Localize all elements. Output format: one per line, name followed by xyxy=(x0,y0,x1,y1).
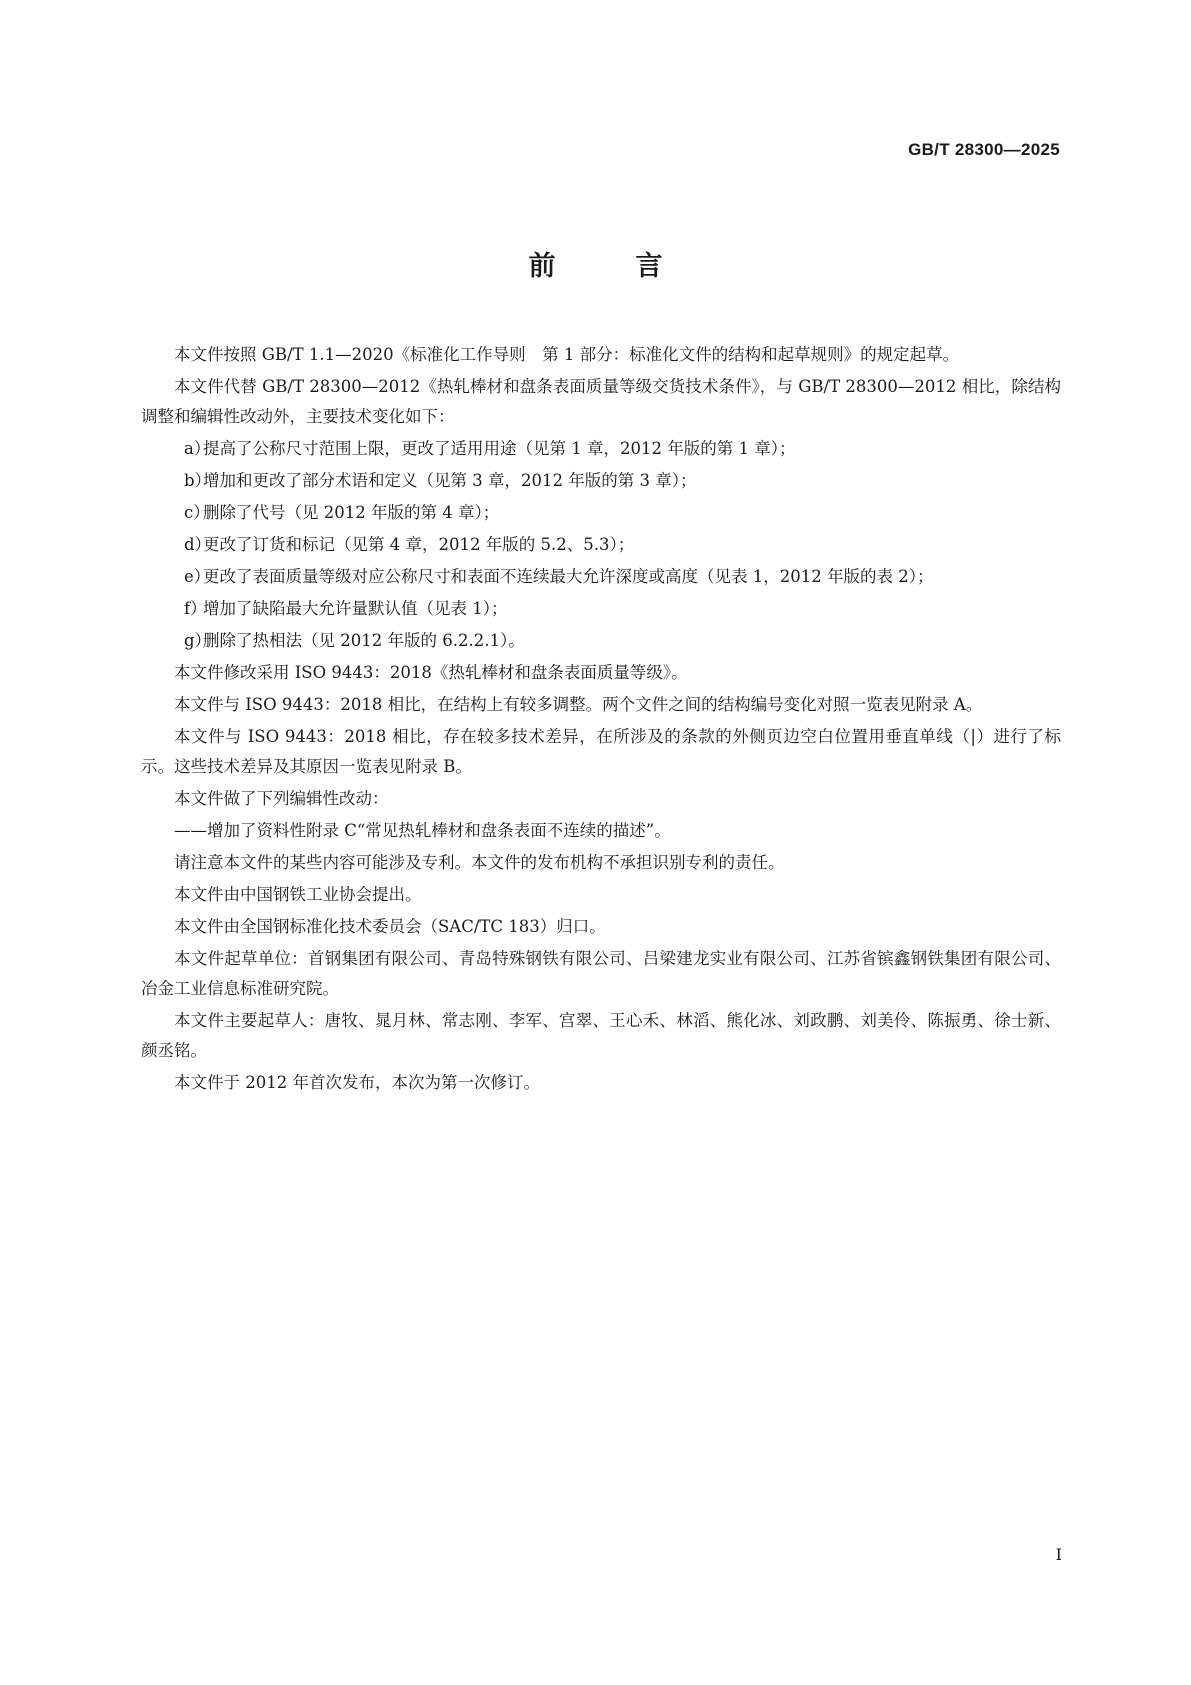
paragraph-drafters: 本文件主要起草人：唐牧、晁月林、常志刚、李军、宫翠、王心禾、林滔、熊化冰、刘政鹏、刘美伶、陈振勇、徐士新、颜丞铭。 xyxy=(141,1011,1061,1060)
paragraph-structure-differences: 本文件与 ISO 9443：2018 相比，在结构上有较多调整。两个文件之间的结构编号变化对照一览表见附录 A。 xyxy=(174,695,983,714)
change-marker: a） xyxy=(184,439,211,458)
foreword-body xyxy=(141,340,1061,1100)
page-number: I xyxy=(1055,1545,1062,1564)
change-marker: e） xyxy=(184,567,211,586)
paragraph-drafting-units: 本文件起草单位：首钢集团有限公司、青岛特殊钢铁有限公司、吕梁建龙实业有限公司、江苏省镔鑫钢铁集团有限公司、冶金工业信息标准研究院。 xyxy=(141,949,1061,998)
change-marker: g） xyxy=(184,631,212,650)
change-marker: c） xyxy=(184,503,210,522)
change-text: 删除了热相法（见 2012 年版的 6.2.2.1）。 xyxy=(203,631,525,650)
paragraph-committee: 本文件由全国钢标准化技术委员会（SAC/TC 183）归口。 xyxy=(174,917,606,936)
title-char-2: 言 xyxy=(635,251,663,282)
paragraph-publication-history: 本文件于 2012 年首次发布，本次为第一次修订。 xyxy=(174,1073,540,1092)
change-marker: b） xyxy=(184,471,212,490)
paragraph-editorial-changes: 本文件做了下列编辑性改动： xyxy=(174,789,389,808)
change-marker: d） xyxy=(184,535,212,554)
paragraph-proposer: 本文件由中国钢铁工业协会提出。 xyxy=(174,885,422,904)
change-item xyxy=(141,530,1061,560)
paragraph-iso-adoption: 本文件修改采用 ISO 9443：2018《热轧棒材和盘条表面质量等级》。 xyxy=(174,663,688,682)
change-item xyxy=(141,562,1061,592)
change-text: 增加了缺陷最大允许量默认值（见表 1）； xyxy=(203,599,508,618)
paragraph-patent-notice: 请注意本文件的某些内容可能涉及专利。本文件的发布机构不承担识别专利的责任。 xyxy=(174,853,785,872)
change-text: 删除了代号（见 2012 年版的第 4 章）； xyxy=(203,503,500,522)
page-title xyxy=(0,244,1191,283)
change-item xyxy=(141,594,1061,624)
change-text: 更改了表面质量等级对应公称尺寸和表面不连续最大允许深度或高度（见表 1，2012 年版的表 2）； xyxy=(203,567,934,586)
change-text: 更改了订货和标记（见第 4 章，2012 年版的 5.2、5.3）； xyxy=(203,535,635,554)
change-item xyxy=(141,498,1061,528)
change-item xyxy=(141,434,1061,464)
change-item xyxy=(141,466,1061,496)
change-marker: f） xyxy=(184,599,207,618)
title-char-1: 前 xyxy=(528,251,556,282)
paragraph-drafting-rules: 本文件按照 GB/T 1.1—2020《标准化工作导则 第 1 部分：标准化文件的结构和起草规则》的规定起草。 xyxy=(174,345,960,364)
change-text: 提高了公称尺寸范围上限，更改了适用用途（见第 1 章，2012 年版的第 1 章）； xyxy=(203,439,796,458)
change-text: 增加和更改了部分术语和定义（见第 3 章，2012 年版的第 3 章）； xyxy=(203,471,697,490)
paragraph-technical-differences: 本文件与 ISO 9443：2018 相比，存在较多技术差异，在所涉及的条款的外侧页边空白位置用垂直单线（|）进行了标示。这些技术差异及其原因一览表见附录 B。 xyxy=(141,727,1061,776)
editorial-change-item: ——增加了资料性附录 C“常见热轧棒材和盘条表面不连续的描述”。 xyxy=(174,821,671,840)
document-code: GB/T 28300—2025 xyxy=(908,140,1060,159)
change-item xyxy=(141,626,1061,656)
paragraph-replacement: 本文件代替 GB/T 28300—2012《热轧棒材和盘条表面质量等级交货技术条件》，与 GB/T 28300—2012 相比，除结构调整和编辑性改动外，主要技术变化如下： xyxy=(141,377,1061,426)
